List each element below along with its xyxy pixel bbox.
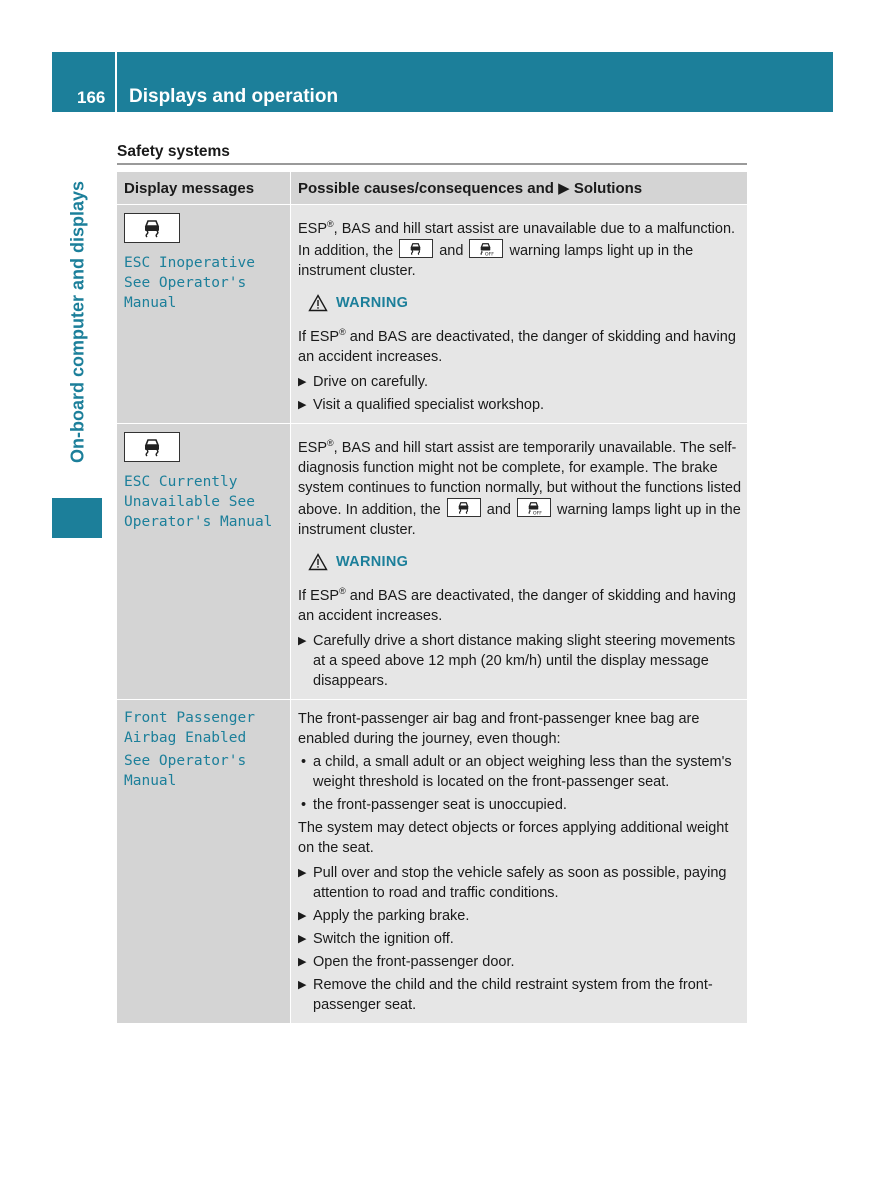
- chapter-side-title: On-board computer and displays: [67, 180, 88, 464]
- warning-triangle-icon: [308, 294, 328, 312]
- registered-mark: ®: [327, 438, 334, 448]
- step-arrow-icon: ▶: [298, 956, 307, 968]
- esp-warning-lamp-icon: [447, 498, 481, 517]
- esp-warning-lamp-icon: [399, 239, 433, 258]
- condition-bullet: [298, 752, 741, 792]
- step-text: Drive on carefully.: [313, 374, 428, 390]
- warning-text: [298, 322, 741, 367]
- esp-skid-icon: [124, 432, 180, 462]
- step-arrow-icon: ▶: [298, 979, 307, 991]
- solution-step: [298, 395, 741, 415]
- text-span: and: [486, 502, 511, 518]
- bullet-dot-icon: •: [301, 754, 307, 770]
- registered-mark: ®: [327, 219, 334, 229]
- cause-paragraph: [298, 433, 741, 540]
- solution-step: [298, 952, 741, 972]
- step-text: Visit a qualified specialist workshop.: [313, 397, 545, 413]
- step-arrow-icon: ▶: [298, 376, 307, 388]
- display-message-cell: [117, 700, 291, 1024]
- header-divider: [115, 52, 117, 112]
- esp-skid-icon: [124, 213, 180, 243]
- warning-label: WARNING: [336, 295, 409, 311]
- bullet-text: a child, a small adult or an object weighing less than the system's weight threshold is located on the front-passenger seat.: [313, 754, 732, 790]
- step-arrow-icon: ▶: [298, 933, 307, 945]
- condition-bullet: [298, 795, 741, 815]
- warning-text: [298, 581, 741, 626]
- text-span: and BAS are deactivated, the danger of skidding and having an accident increases.: [298, 329, 736, 365]
- registered-mark: ®: [339, 327, 346, 337]
- step-text: Open the front-passenger door.: [313, 954, 515, 970]
- text-span: If ESP: [298, 588, 340, 604]
- solution-step: [298, 372, 741, 392]
- causes-solutions-cell: [291, 700, 748, 1024]
- esp-skid-icon-glyph: [141, 436, 163, 458]
- svg-text:OFF: OFF: [532, 511, 543, 517]
- table-row: [117, 424, 747, 700]
- text-span: ESP: [298, 221, 328, 237]
- solution-step: [298, 906, 741, 926]
- step-arrow-icon: ▶: [298, 910, 307, 922]
- display-message-text: See Operator's Manual: [124, 753, 247, 789]
- step-text: Apply the parking brake.: [313, 908, 470, 924]
- step-text: Remove the child and the child restraint system from the front-passenger seat.: [313, 977, 713, 1013]
- step-arrow-icon: ▶: [298, 399, 307, 411]
- warning-triangle-icon: [308, 553, 328, 571]
- display-message-text: Front Passenger Airbag Enabled: [124, 710, 255, 746]
- warning-heading: [308, 552, 741, 572]
- warning-heading: [308, 293, 741, 313]
- bullet-dot-icon: •: [301, 797, 307, 813]
- display-message-text: ESC Inoperative See Operator's Manual: [124, 255, 255, 311]
- causes-solutions-cell: [291, 424, 748, 700]
- text-span: , BAS and hill start assist are unavailable due to a malfunction. In addition, the: [298, 221, 736, 259]
- step-text: Carefully drive a short distance making slight steering movements at a speed above 12 mph (20 km/h) until the display message disappears.: [313, 633, 736, 689]
- esp-off-warning-lamp-icon: [469, 239, 503, 258]
- step-arrow-icon: ▶: [298, 867, 307, 879]
- cause-paragraph: The front-passenger air bag and front-passenger knee bag are enabled during the journey, even though:: [298, 711, 700, 747]
- text-span: ESP: [298, 440, 328, 456]
- solution-step: [298, 631, 741, 691]
- column-header-causes-solutions: Possible causes/consequences and ▶ Solutions: [291, 172, 748, 205]
- registered-mark: ®: [339, 586, 346, 596]
- table-row: [117, 700, 747, 1024]
- page-title: Displays and operation: [129, 86, 339, 107]
- text-span: warning lamps light up in the instrument cluster.: [298, 243, 694, 279]
- display-messages-table: [117, 172, 747, 1023]
- page-number: 166: [77, 88, 106, 107]
- esp-skid-icon-glyph: [141, 217, 163, 239]
- bullet-text: the front-passenger seat is unoccupied.: [313, 797, 567, 813]
- causes-solutions-cell: [291, 205, 748, 424]
- solution-step: [298, 929, 741, 949]
- column-header-display-messages: Display messages: [117, 172, 291, 205]
- text-span: warning lamps light up in the instrument cluster.: [298, 502, 741, 538]
- step-arrow-icon: ▶: [298, 635, 307, 647]
- text-span: and: [439, 243, 464, 259]
- table-row: [117, 205, 747, 424]
- chapter-tab-marker: [52, 498, 102, 538]
- cause-paragraph: [298, 214, 741, 281]
- text-span: and BAS are deactivated, the danger of skidding and having an accident increases.: [298, 588, 736, 624]
- text-span: , BAS and hill start assist are temporarily unavailable. The self-diagnosis function might not be complete, for example. The brake system continues to function normally, but without the functions listed above. In addition, the: [298, 440, 742, 518]
- display-message-cell: [117, 205, 291, 424]
- section-title: Safety systems: [117, 143, 230, 160]
- info-paragraph: The system may detect objects or forces applying additional weight on the seat.: [298, 820, 729, 856]
- section-divider: [117, 163, 747, 165]
- step-text: Pull over and stop the vehicle safely as soon as possible, paying attention to road and traffic conditions.: [313, 865, 727, 901]
- display-message-cell: [117, 424, 291, 700]
- solution-step: [298, 975, 741, 1015]
- esp-off-warning-lamp-icon: [517, 498, 551, 517]
- warning-label: WARNING: [336, 554, 409, 570]
- step-text: Switch the ignition off.: [313, 931, 454, 947]
- svg-text:OFF: OFF: [485, 252, 495, 258]
- table-header-row: [117, 172, 747, 205]
- display-message-text: ESC Currently Unavailable See Operator's Manual: [124, 474, 273, 530]
- text-span: If ESP: [298, 329, 340, 345]
- solution-step: [298, 863, 741, 903]
